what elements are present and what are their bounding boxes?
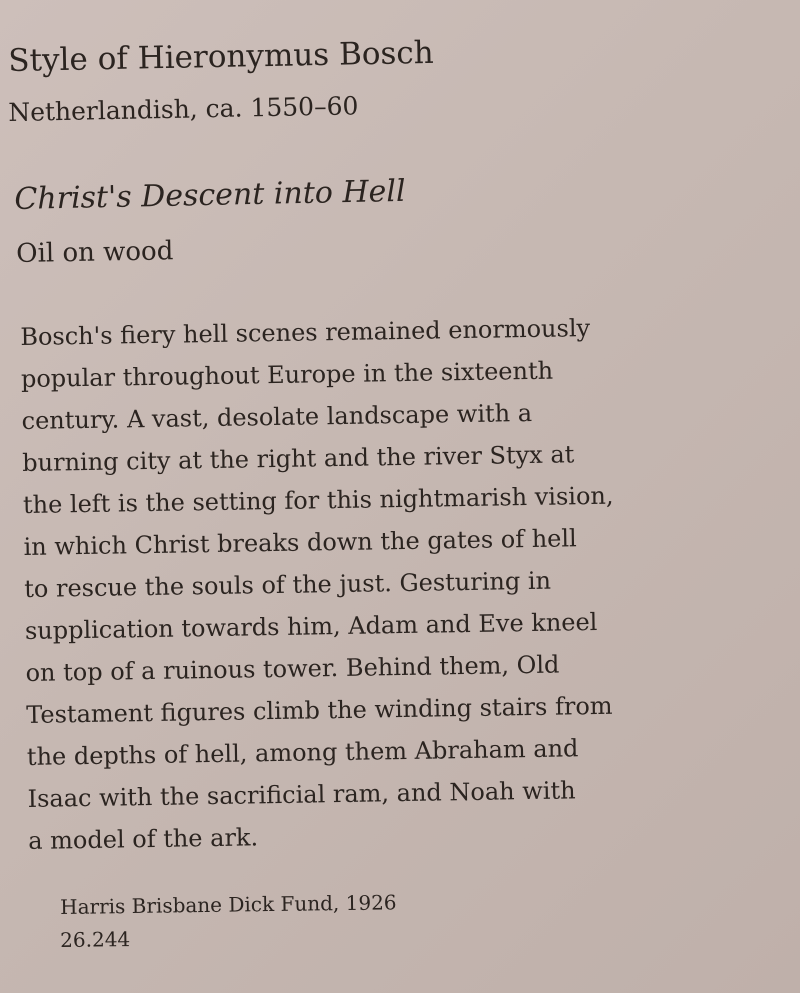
artwork-title: Christ's Descent into Hell	[14, 173, 406, 217]
description-line: the depths of hell, among them Abraham and	[26, 734, 579, 771]
artwork-origin-date: Netherlandish, ca. 1550–60	[8, 91, 359, 127]
description-line: burning city at the right and the river Styx at	[22, 440, 575, 477]
description-line: century. A vast, desolate landscape with a	[21, 398, 533, 435]
description-line: on top of a ruinous tower. Behind them, Old	[25, 650, 560, 687]
description-line: Isaac with the sacrificial ram, and Noah with	[27, 776, 576, 813]
accession-number: 26.244	[60, 927, 131, 952]
description-line: in which Christ breaks down the gates of hell	[23, 524, 577, 561]
description-line: supplication towards him, Adam and Eve kneel	[24, 607, 598, 645]
artwork-medium: Oil on wood	[16, 236, 174, 269]
artist-name: Style of Hieronymus Bosch	[8, 34, 435, 79]
description-line: Bosch's fiery hell scenes remained enormously	[20, 314, 591, 351]
description-line: a model of the ark.	[28, 823, 259, 855]
description-line: Testament figures climb the winding stairs from	[26, 691, 613, 729]
description-line: popular throughout Europe in the sixteenth	[20, 356, 554, 393]
description-line: the left is the setting for this nightmarish vision,	[22, 481, 614, 519]
description-line: to rescue the souls of the just. Gesturing in	[24, 566, 552, 603]
credit-line: Harris Brisbane Dick Fund, 1926	[60, 890, 397, 919]
description-text	[20, 307, 619, 862]
